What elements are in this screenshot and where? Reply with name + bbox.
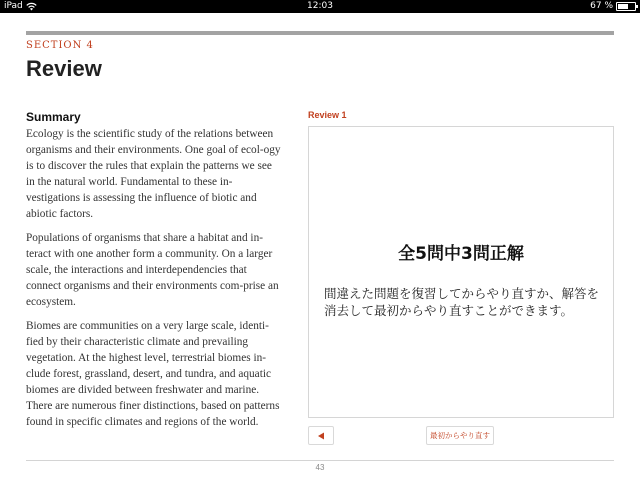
score-result: 全5問中3問正解 bbox=[398, 244, 524, 264]
review-label: Review 1 bbox=[308, 110, 347, 120]
previous-button[interactable] bbox=[308, 426, 334, 445]
battery-icon bbox=[616, 2, 636, 11]
review-message: 間違えた問題を復習してからやり直すか、解答を消去して最初からやり直すことができます。 bbox=[324, 286, 600, 318]
summary-paragraph: Ecology is the scientific study of the relations between organisms and their environments. One goal of ecol-ogy is to discover the rules that explain the patterns we see in the natural world. Fundamental to these in-vestigations is assessing the influence of biotic and abiotic factors. bbox=[26, 128, 281, 220]
left-triangle-icon bbox=[317, 432, 325, 440]
summary-column bbox=[26, 110, 282, 438]
device-name: iPad bbox=[4, 1, 23, 11]
top-rule bbox=[26, 31, 614, 35]
restart-button[interactable]: 最初からやり直す bbox=[426, 426, 494, 445]
status-bar bbox=[0, 0, 640, 13]
page-title: Review bbox=[26, 56, 102, 81]
summary-paragraph: Populations of organisms that share a habitat and in-teract with one another form a community. On a larger scale, the interactions and interdependencies that connect organisms and their environments com-prise an ecosystem. bbox=[26, 232, 279, 308]
review-panel bbox=[308, 126, 614, 418]
status-right bbox=[590, 0, 636, 13]
battery-percentage: 67 % bbox=[590, 1, 613, 11]
page-number: 43 bbox=[315, 463, 325, 472]
status-time: 12:03 bbox=[307, 1, 333, 11]
summary-paragraph: Biomes are communities on a very large scale, identi-fied by their characteristic climate and prevailing vegetation. At the highest level, terrestrial biomes in-clude forest, grassland, desert, and tundra, and aquatic biomes are divided between freshwater and marine. There are numerous finer distinctions, based on patterns found in specific climates and regions of the world. bbox=[26, 320, 280, 428]
footer-rule bbox=[26, 460, 614, 461]
summary-heading: Summary bbox=[26, 110, 81, 124]
section-label: SECTION 4 bbox=[26, 40, 94, 51]
